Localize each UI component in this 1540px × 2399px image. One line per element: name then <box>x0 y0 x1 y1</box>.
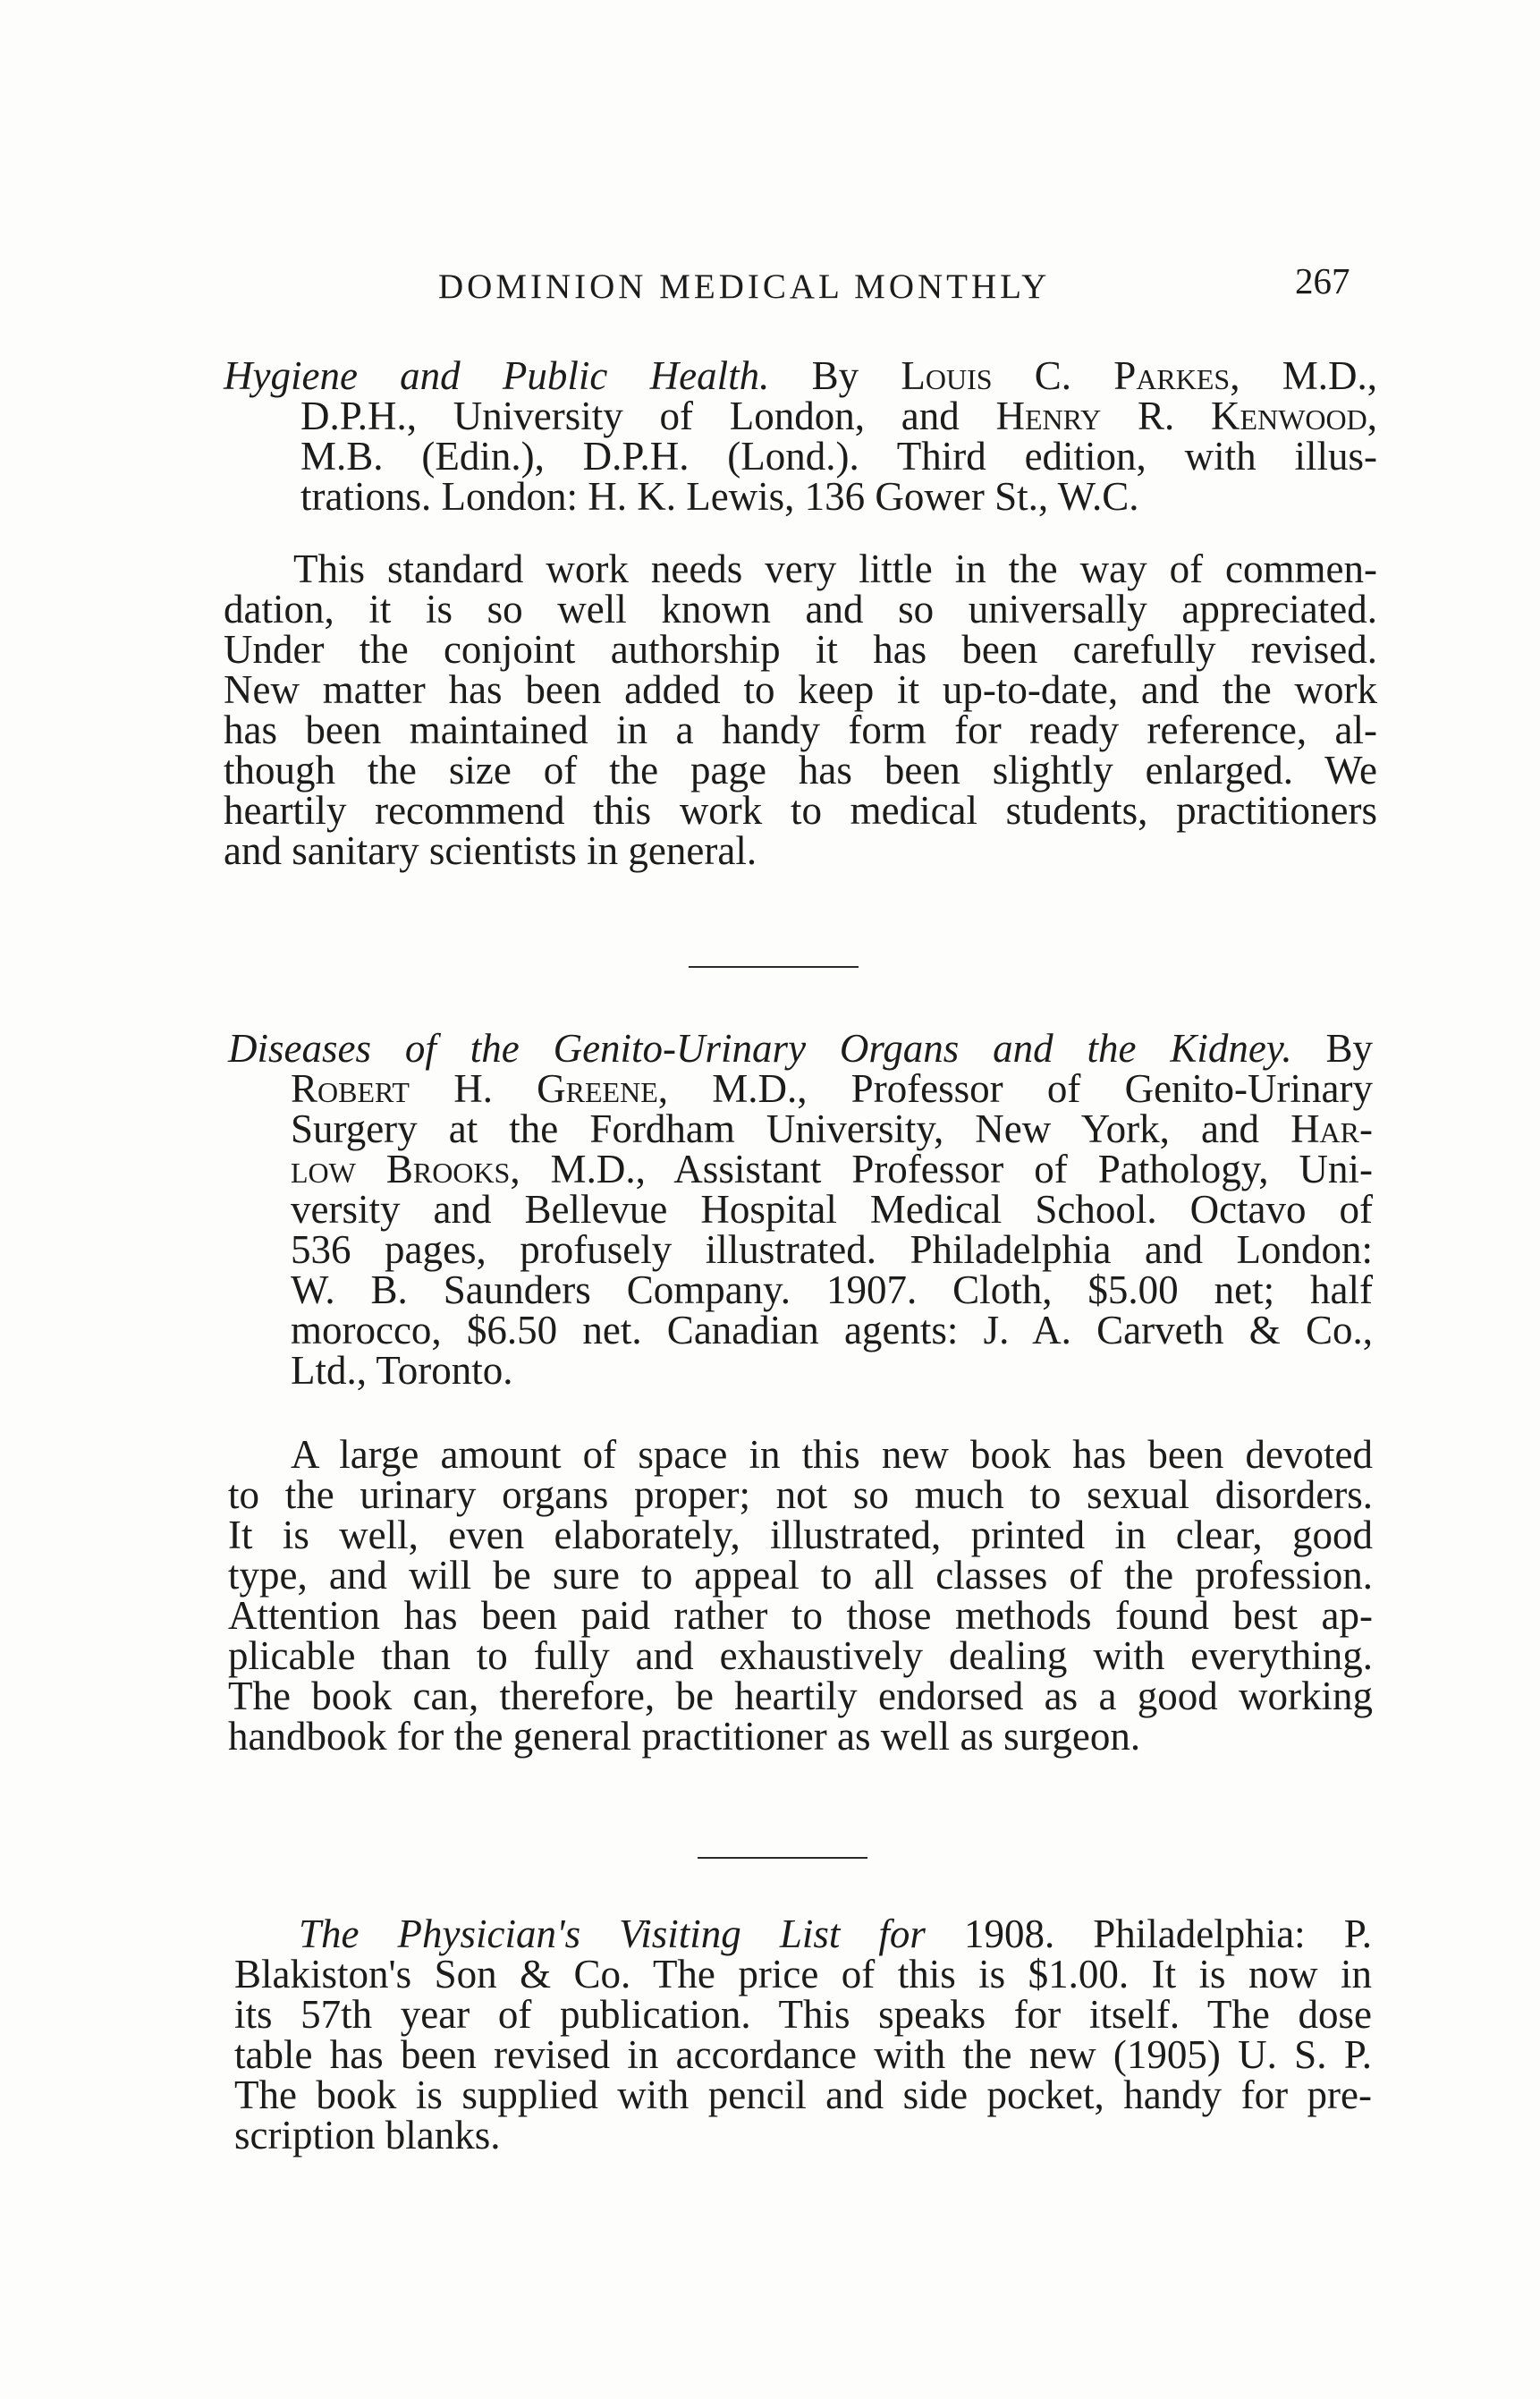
paragraph-line: handbook for the general practitioner as well as surgeon. <box>228 1714 1141 1759</box>
citation-line: 536 pages, profusely illustrated. Philadelphia and London: <box>291 1227 1373 1272</box>
running-title: DOMINION MEDICAL MONTHLY <box>438 267 1051 306</box>
paragraph-line: A large amount of space in this new book has been devoted <box>291 1432 1373 1477</box>
paragraph-line: plicable than to fully and exhaustively dealing with everything. <box>228 1633 1373 1678</box>
section-divider <box>689 966 859 968</box>
paragraph-line: has been maintained in a handy form for ready reference, al- <box>224 708 1377 752</box>
paragraph-line: Under the conjoint authorship it has been carefully revised. <box>224 627 1377 672</box>
citation-line: low Brooks, M.D., Assistant Professor of Pathology, Uni- <box>291 1147 1374 1191</box>
paragraph-line: New matter has been added to keep it up-to-date, and the work <box>224 667 1377 712</box>
review-2-citation <box>228 1026 1374 1393</box>
review-1-citation <box>224 353 1377 519</box>
book-title: Hygiene and Public Health. <box>224 353 770 398</box>
paragraph-line: and sanitary scientists in general. <box>224 828 757 873</box>
paragraph-line: The Physician's Visiting List for 1908. Philadelphia: P. <box>299 1912 1372 1956</box>
citation-line: W. B. Saunders Company. 1907. Cloth, $5.00 net; half <box>291 1267 1373 1312</box>
citation-line: M.B. (Edin.), D.P.H. (Lond.). Third edition, with illus- <box>300 434 1377 479</box>
paragraph-line: The book can, therefore, be heartily endorsed as a good working <box>228 1674 1373 1718</box>
paragraph-line: its 57th year of publication. This speaks for itself. The dose <box>234 1992 1372 2037</box>
section-divider <box>698 1857 867 1859</box>
citation-line: Hygiene and Public Health. By Louis C. Parkes, M.D., <box>224 353 1377 398</box>
paragraph-line: table has been revised in accordance with the new (1905) U. S. P. <box>234 2032 1372 2077</box>
paragraph-line: Blakiston's Son & Co. The price of this is $1.00. It is now in <box>234 1952 1372 1996</box>
paragraph-line: scription blanks. <box>234 2113 501 2157</box>
review-2-body <box>228 1432 1373 1759</box>
paragraph-line: type, and will be sure to appeal to all classes of the profession. <box>228 1553 1373 1598</box>
citation-line: Ltd., Toronto. <box>291 1348 513 1393</box>
author-name: Louis C. Parkes <box>901 353 1231 398</box>
citation-line: versity and Bellevue Hospital Medical School. Octavo of <box>291 1187 1373 1232</box>
citation-line: Diseases of the Genito-Urinary Organs and the Kidney. By <box>228 1026 1373 1071</box>
book-title: Diseases of the Genito-Urinary Organs and the Kidney. <box>228 1026 1292 1071</box>
paragraph-line: heartily recommend this work to medical students, practitioners <box>224 788 1377 833</box>
paragraph-line: dation, it is so well known and so universally appreciated. <box>224 587 1377 632</box>
review-1-body <box>224 549 1377 871</box>
paragraph-line: This standard work needs very little in the way of commen- <box>293 547 1377 591</box>
paragraph-line: though the size of the page has been slightly enlarged. We <box>224 748 1377 793</box>
citation-line: Robert H. Greene, M.D., Professor of Genito-Urinary <box>291 1066 1373 1111</box>
book-title: The Physician's Visiting List for <box>299 1912 964 1956</box>
citation-line: D.P.H., University of London, and Henry R. Kenwood, <box>300 394 1377 438</box>
paragraph-line: to the urinary organs proper; not so much to sexual disorders. <box>228 1472 1373 1517</box>
citation-line: Surgery at the Fordham University, New York, and Har- <box>291 1106 1373 1151</box>
page-number: 267 <box>1295 260 1350 301</box>
citation-line: morocco, $6.50 net. Canadian agents: J. A. Carveth & Co., <box>291 1308 1373 1352</box>
author-name: Robert H. Greene <box>291 1066 658 1111</box>
author-name: Har- <box>1290 1106 1373 1151</box>
author-name: Henry R. Kenwood <box>995 394 1367 438</box>
review-3-body <box>234 1914 1372 2156</box>
author-name: low Brooks <box>291 1147 511 1191</box>
paragraph-line: The book is supplied with pencil and side pocket, handy for pre- <box>234 2073 1372 2117</box>
citation-line: trations. London: H. K. Lewis, 136 Gower St., W.C. <box>300 474 1139 519</box>
paragraph-line: It is well, even elaborately, illustrated, printed in clear, good <box>228 1513 1373 1557</box>
paragraph-line: Attention has been paid rather to those methods found best ap- <box>228 1593 1373 1638</box>
